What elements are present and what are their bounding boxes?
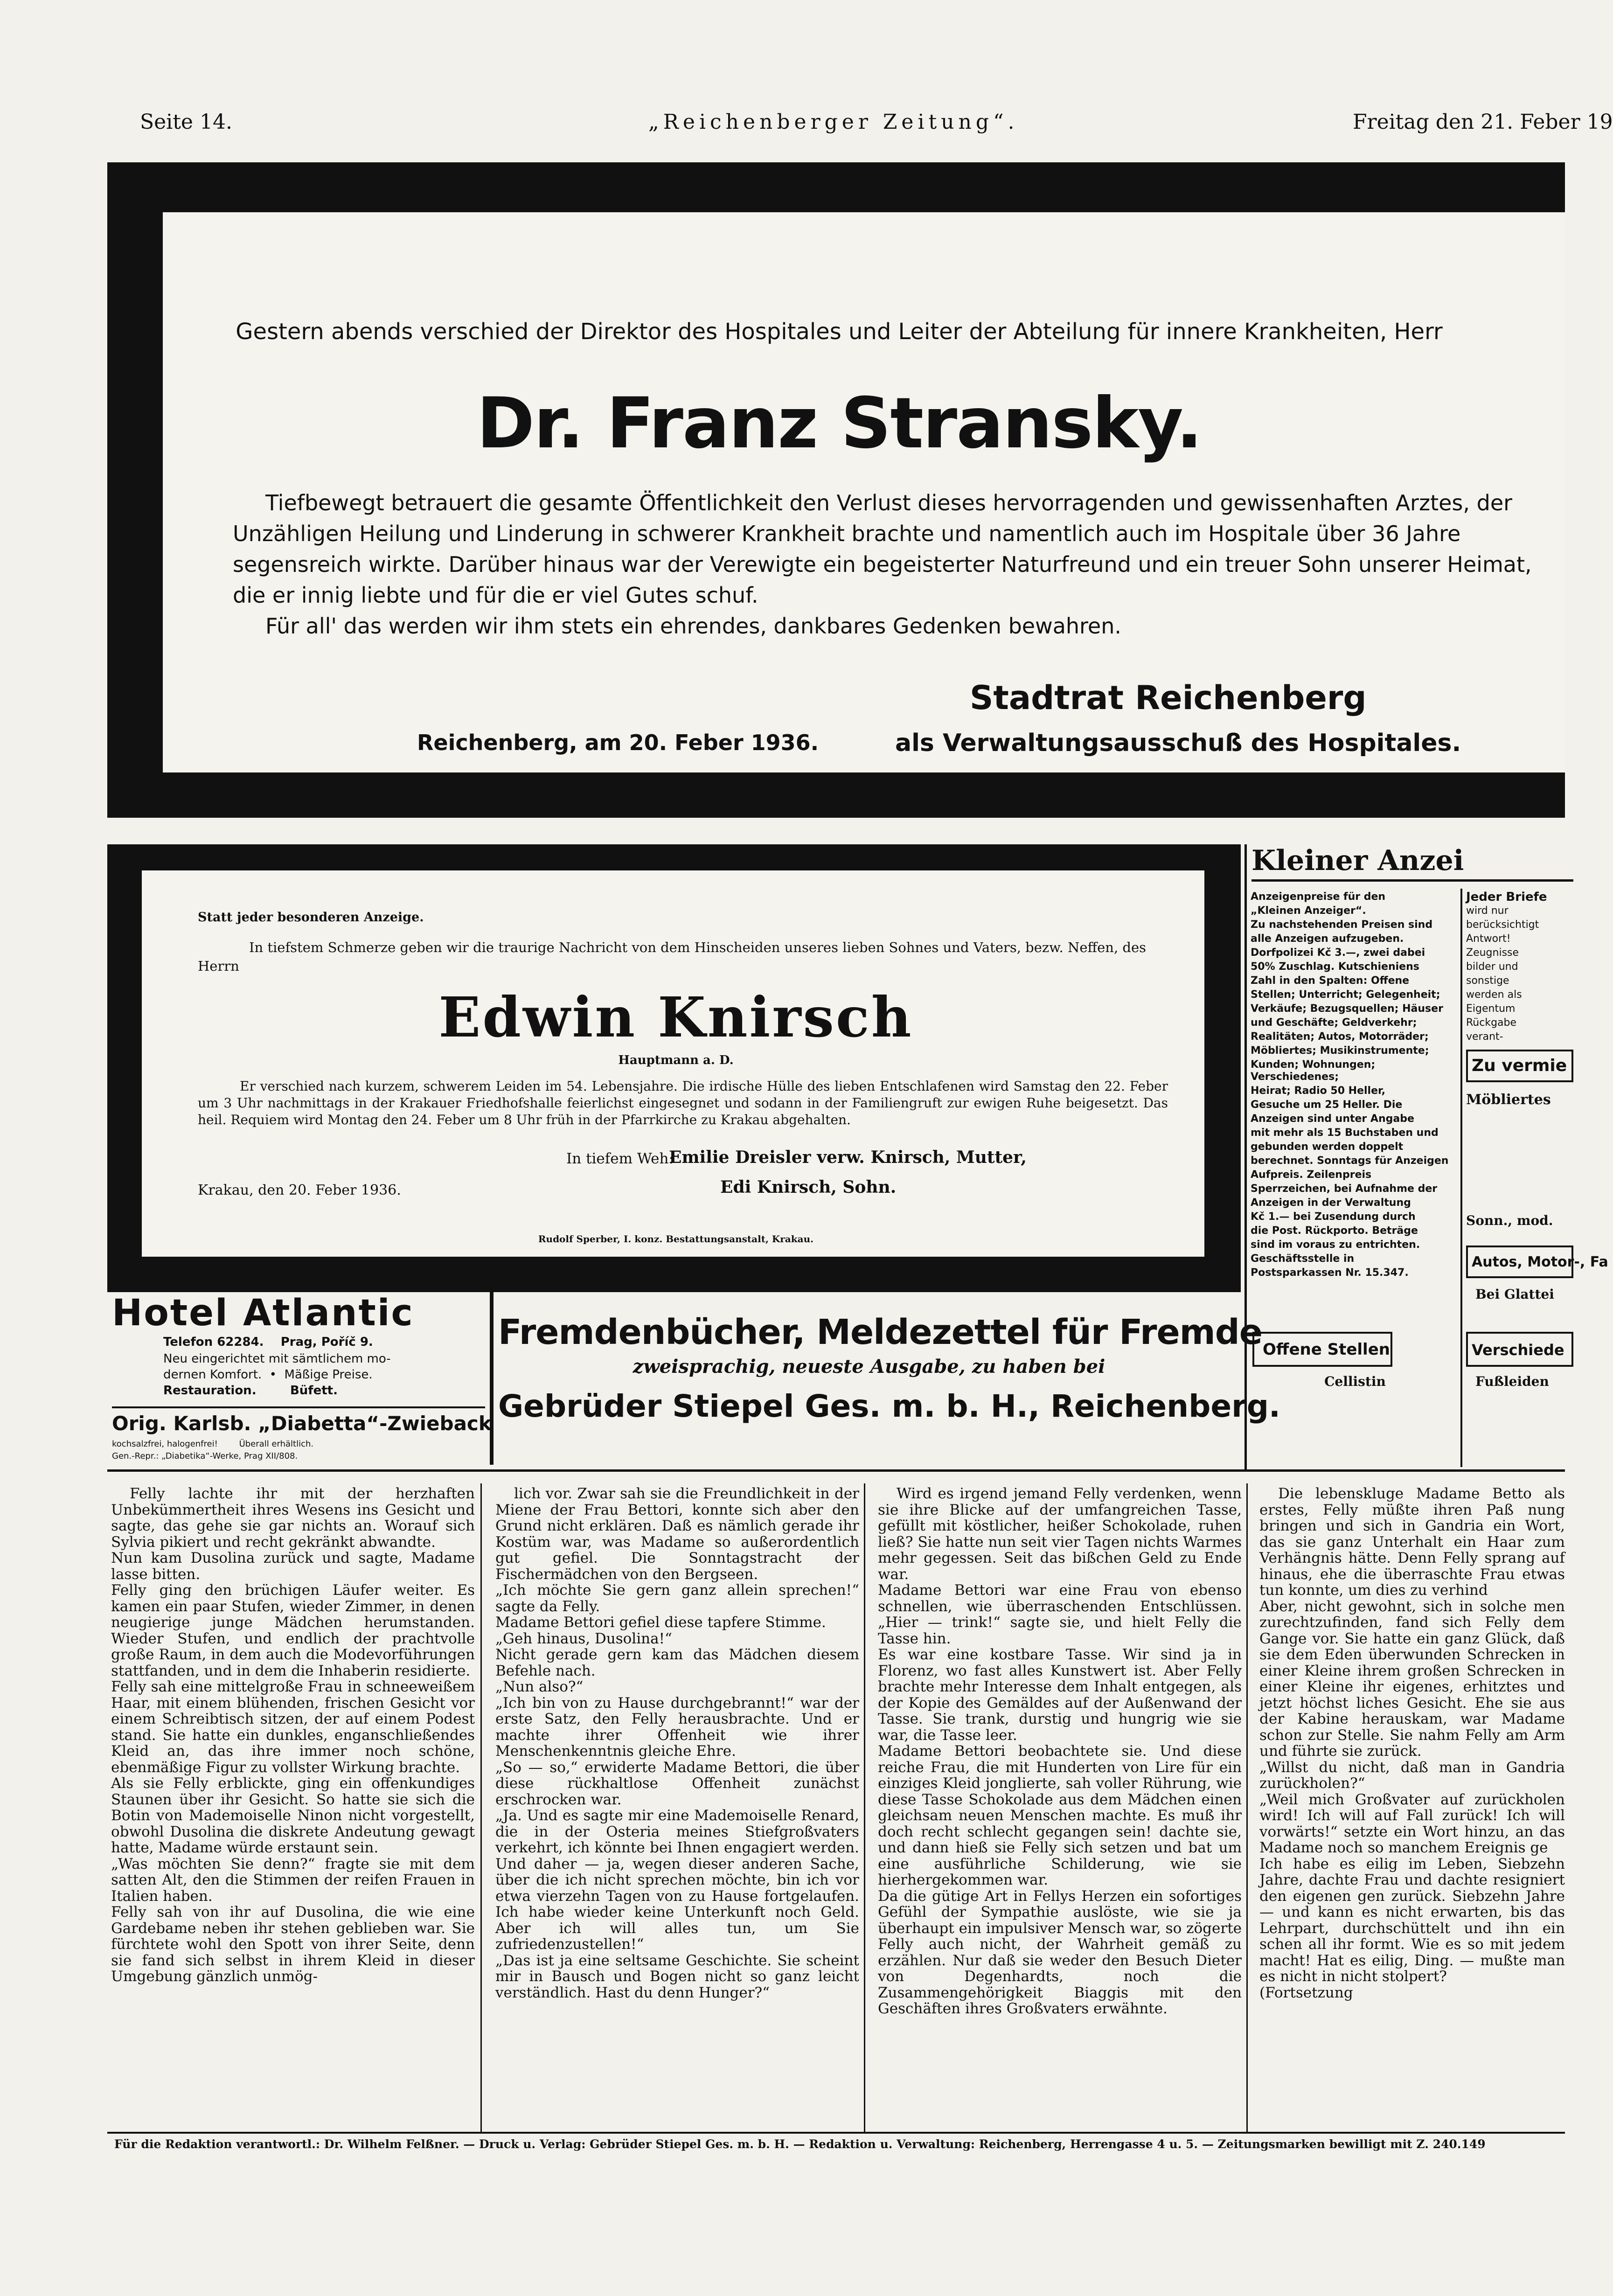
classifieds-line: Anzeigenpreise für den — [1251, 891, 1386, 903]
obituary-line: die er innig liebte und für die er viel Gutes schuf. — [233, 583, 758, 608]
classifieds-right-line: bilder und — [1466, 961, 1518, 973]
section-rule — [107, 1469, 1565, 1472]
classifieds-line: Stellen; Unterricht; Gelegenheit; — [1251, 989, 1440, 1001]
classifieds-line: Anzeigen sind unter Angabe — [1251, 1113, 1414, 1125]
knirsch-body: Er verschied nach kurzem, schwerem Leiden im 54. Lebensjahre. Die irdische Hülle des lieben Entschlafenen wird Samstag den 22. Feber um 3 Uhr nachmittags in der Krakauer Friedhofshalle feierlichst eingesegnet und sodann in der Familiengruft zur ewigen Ruhe beigesetzt. Das heil. Requiem wird Montag den 24. Feber um 8 Uhr früh in der Pfarrkirche zu Krakau abgehalten. — [198, 1078, 1168, 1127]
classifieds-line: Sperrzeichen, bei Aufnahme der — [1251, 1183, 1438, 1195]
knirsch-mourn-label: In tiefem Weh: — [566, 1150, 674, 1167]
obituary-line: Für all' das werden wir ihm stets ein ehrendes, dankbares Gedenken bewahren. — [265, 613, 1122, 639]
knirsch-name: Edwin Knirsch — [438, 985, 913, 1050]
classifieds-right-line: verant- — [1466, 1031, 1503, 1043]
knirsch-rank: Hauptmann a. D. — [618, 1053, 734, 1067]
hotel-name: Hotel Atlantic — [112, 1292, 414, 1334]
classifieds-line: Heirat; Radio 50 Heller, — [1251, 1085, 1385, 1097]
diabetta-line: Gen.-Repr.: „Diabetika“-Werke, Prag XII/808. — [112, 1451, 298, 1461]
page-number: Seite 14. — [140, 110, 232, 134]
obituary-name: Dr. Franz Stransky. — [476, 383, 1202, 464]
fremdenbuecher-ad — [490, 1287, 1281, 1465]
fremden-title: Fremdenbücher, Meldezettel für Fremde — [498, 1312, 1262, 1352]
obituary-signer-committee: als Verwaltungsausschuß des Hospitales. — [895, 729, 1461, 757]
classifieds-line: die Post. Rückporto. Beträge — [1251, 1225, 1418, 1237]
story-column-1 — [111, 1486, 475, 2120]
classifieds-line: Aufpreis. Zeilenpreis — [1251, 1169, 1372, 1181]
story-text: lich vor. Zwar sah sie die Freundlichkeit in der Miene der Frau Bettori, konnte sich aber den Grund nicht erklären. Daß es nämlich gerade ihr Kostüm war, was Madame so außerordentlich gut gefiel. Die Sonntagstracht der Fischermädchen von den Bergseen. „Ich möchte Sie gern ganz allein sprechen!“ sagte da Felly. Madame Bettori gefiel diese tapfere Stimme. „Geh hinaus, Dusolina!“ Nicht gerade gern kam das Mädchen diesem Befehle nach. „Nun also?“ „Ich bin von zu Hause durchgebrannt!“ war der erste Satz, den Felly herausbrachte. Und er machte ihrer Offenheit wie ihrer Menschenkenntnis gleiche Ehre. „So — so,“ erwiderte Madame Bettori, die über diese rückhaltlose Offenheit zunächst erschrocken war. „Ja. Und es sagte mir eine Mademoiselle Renard, die in der Osteria meines Stiefgroßvaters verkehrt, ich könnte bei Ihnen engagiert werden. Und daher — ja, wegen dieser anderen Sache, über die ich nicht sprechen möchte, bin ich vor etwa vierzehn Tagen von zu Hause fortgelaufen. Ich habe wieder keine Unterkunft noch Geld. Aber ich will alles tun, um Sie zufriedenzustellen!“ „Das ist ja eine seltsame Geschichte. Sie scheint mir in Bausch und Bogen nicht so ganz leicht verständlich. Hast du denn Hunger?“ — [495, 1485, 859, 2001]
obituary-body — [163, 487, 1532, 641]
classifieds-divider — [1460, 889, 1462, 1467]
obituary-signer-council: Stadtrat Reichenberg — [970, 679, 1367, 717]
obituary-stransky-frame — [107, 162, 1565, 818]
knirsch-place-date: Krakau, den 20. Feber 1936. — [198, 1182, 401, 1198]
story-column-2 — [495, 1486, 859, 2120]
classifieds-line: Dorfpolizei Kč 3.—, zwei dabei — [1251, 947, 1425, 959]
story-text: Wird es irgend jemand Felly verdenken, wenn sie ihre Blicke auf der umfangreichen Tasse, gefüllt mit köstlicher, heißer Schokolade, ruhen ließ? Sie hatte nun seit vier Tagen nichts Warmes mehr gegessen. Seit das bißchen Geld zu Ende war. Madame Bettori war eine Frau von ebenso schnellen, wie überraschenden Entschlüssen. „Hier — trink!“ sagte sie, und hielt Felly die Tasse hin. Es war eine kostbare Tasse. Wir sind ja in Florenz, wo fast alles Kunstwert ist. Aber Felly brachte mehr Interesse dem Inhalt entgegen, als der Kopie des Gemäldes auf der Außenwand der Tasse. Sie trank, durstig und hungrig wie sie war, die Tasse leer. Madame Bettori beobachtete sie. Und diese reiche Frau, die mit Hunderten von Lire für ein einziges Kleid jonglierte, sah voller Rührung, wie diese Tasse Schokolade aus dem Mädchen einen gleichsam neuen Menschen machte. Es muß ihr doch recht schlecht gegangen sein! dachte sie, und dann hieß sie Felly sich setzen und bat um eine ausführliche Schilderung, wie sie hierhergekommen war. Da die gütige Art in Fellys Herzen ein sofortiges Gefühl der Sympathie auslöste, wie sie ja überhaupt ein impulsiver Mensch war, so zögerte Felly auch nicht, der Wahrheit gemäß zu erzählen. Nur daß sie weder den Besuch Dieter von Degenhardts, noch die Zusammengehörigkeit Biaggis mit den Geschäften ihres Großvaters erwähnte. — [878, 1485, 1242, 2017]
hotel-phone: Telefon 62284. Prag, Poříč 9. — [163, 1335, 373, 1349]
classifieds-line: und Geschäfte; Geldverkehr; — [1251, 1017, 1417, 1029]
classifieds-line: alle Anzeigen aufzugeben. — [1251, 933, 1404, 945]
diabetta-ad — [112, 1406, 492, 1465]
hotel-ad — [112, 1292, 485, 1402]
column-divider — [480, 1483, 482, 2132]
fremden-subtitle: zweisprachig, neueste Ausgabe, zu haben bei — [633, 1356, 1105, 1378]
knirsch-intro: In tiefstem Schmerze geben wir die traurige Nachricht von dem Hinscheiden unseres lieben Sohnes und Vaters, bezw. Neffen, des Herrn — [198, 939, 1147, 974]
hotel-line: Neu eingerichtet mit sämtlichem mo- — [163, 1352, 391, 1366]
classifieds-line: Zu nachstehenden Preisen sind — [1251, 919, 1433, 931]
story-text: Die lebenskluge Madame Betto als erstes, Felly müßte ihren Paß nung bringen und sich in Gandria ein Wort, das sie ganz Unterhalt ein Haar zum Verhängnis hätte. Denn Felly sprang auf hinaus, ehe die überraschte Frau etwas tun konnte, um dies zu verhind Aber, nicht gewohnt, sich in solche men zurechtzufinden, fand sich Felly dem Gange vor. Sie hatte ein ganz Glück, daß sie dem Eden überwunden Schrecken in einer Kleine ihrem großen Schrecken in einer Kleine ihr eigenes, erhitztes und jetzt höchst liches Gesicht. Ehe sie aus der Kabine herauskam, war Madame schon zur Stelle. Sie nahm Felly am Arm und führte sie zurück. „Willst du nicht, daß man in Gandria zurückholen?“ „Weil mich Großvater auf zurückholen wird! Ich will auf Fall zurück! Ich will vorwärts!“ setzte ein Wort hinzu, an das Madame noch so manchem Ereignis ge Ich habe es eilig im Leben, Siebzehn Jahre, dachte Frau und dachte resigniert den eigenen gen zurück. Siebzehn Jahre — und kann es nicht erwarten, bis das Lehrpart, durchschüttelt und ihn ein schen all ihr formt. Wie es so mit jedem macht! Hat es eilig, Ding. — mußte man es nicht in nicht stolpert? (Fortsetzung — [1259, 1485, 1565, 2001]
classifieds-line: Kunden; Wohnungen; Verschiedenes; — [1251, 1059, 1376, 1083]
column-divider — [864, 1483, 865, 2132]
classifieds-column — [1245, 844, 1608, 1469]
classifieds-line: sind im voraus zu entrichten. — [1251, 1239, 1420, 1251]
obituary-intro: Gestern abends verschied der Direktor des Hospitales und Leiter der Abteilung für innere Krankheiten, Herr — [236, 319, 1443, 345]
classifieds-line: Anzeigen in der Verwaltung — [1251, 1197, 1411, 1209]
classifieds-line: Kč 1.— bei Zusendung durch — [1251, 1211, 1416, 1223]
classifieds-right-line: Eigentum — [1466, 1003, 1516, 1015]
footer-rule — [107, 2132, 1565, 2134]
classifieds-line: 50% Zuschlag. Kutschieniens — [1251, 961, 1419, 973]
classifieds-sub-sunny: Sonn., mod. — [1466, 1213, 1553, 1228]
classifieds-line: Geschäftsstelle in — [1251, 1253, 1355, 1265]
classifieds-right-line: Antwort! — [1466, 933, 1511, 945]
classifieds-line: Realitäten; Autos, Motorräder; — [1251, 1031, 1429, 1043]
classifieds-sub-foot: Fußleiden — [1475, 1374, 1549, 1389]
obituary-line: Unzähligen Heilung und Linderung in schwerer Krankheit brachte und namentlich auch im Hospitale über 36 Jahre — [233, 521, 1461, 546]
classifieds-title: Kleiner Anzei — [1251, 844, 1573, 882]
story-text: Felly lachte ihr mit der herzhaften Unbekümmertheit ihres Wesens ins Gesicht und sagte, das gehe sie gar nichts an. Worauf sich Sylvia pikiert und recht gekränkt abwandte. Nun kam Dusolina zurück und sagte, Madame lasse bitten. Felly ging den brüchigen Läufer weiter. Es kamen ein paar Stufen, wieder Zimmer, in denen neugierige junge Mädchen herumstanden. Wieder Stufen, und endlich der prachtvolle große Raum, in dem auch die Modevorführungen stattfanden, und in dem die Inhaberin residierte. Felly sah eine mittelgroße Frau in schneeweißem Haar, mit einem blühenden, frischen Gesicht vor einem Schreibtisch sitzen, der auf einem Podest stand. Sie hatte ein dunkles, enganschließendes Kleid an, das ihre immer noch schöne, ebenmäßige Figur zu vollster Wirkung brachte. Als sie Felly erblickte, ging ein offenkundiges Staunen über ihr Gesicht. So hatte sie sich die Botin von Mademoiselle Ninon nicht vorgestellt, obwohl Dusolina die diskrete Andeutung gewagt hatte, Madame würde erstaunt sein. „Was möchten Sie denn?“ fragte sie mit dem satten Alt, den die Stimmen der reifen Frauen in Italien haben. Felly sah von ihr auf Dusolina, die wie eine Gardebame neben ihr stehen geblieben war. Sie fürchtete wohl den Spott von ihrer Seite, denn sie fand sich selbst in ihrem Kleid in dieser Umgebung gänzlich unmög- — [111, 1485, 475, 1985]
classifieds-rates — [1251, 891, 1456, 1279]
obituary-knirsch-frame — [107, 844, 1241, 1292]
column-divider — [1246, 1483, 1248, 2132]
newspaper-title: „Reichenberger Zeitung“. — [648, 110, 1019, 134]
classifieds-line: Postsparkassen Nr. 15.347. — [1251, 1267, 1409, 1279]
classifieds-sub-furnished: Möbliertes — [1466, 1092, 1551, 1108]
classifieds-line: Möbliertes; Musikinstrumente; — [1251, 1045, 1429, 1057]
obituary-stransky-panel — [160, 209, 1565, 776]
classifieds-right-line: Rückgabe — [1466, 1017, 1517, 1029]
issue-date: Freitag den 21. Feber 19 — [1353, 110, 1613, 134]
classifieds-right-line: sonstige — [1466, 975, 1509, 987]
classifieds-box-jobs: Offene Stellen — [1252, 1332, 1392, 1367]
knirsch-mourner-son: Edi Knirsch, Sohn. — [720, 1177, 897, 1197]
classifieds-line: Verkäufe; Bezugsquellen; Häuser — [1251, 1003, 1443, 1015]
classifieds-box-misc: Verschiede — [1466, 1332, 1573, 1367]
classifieds-right-line: Zeugnisse — [1466, 947, 1519, 959]
diabetta-title: Orig. Karlsb. „Diabetta“-Zwieback — [112, 1412, 492, 1435]
knirsch-mourner-mother: Emilie Dreisler verw. Knirsch, Mutter, — [669, 1148, 1027, 1167]
classifieds-box-rent: Zu vermie — [1466, 1050, 1573, 1082]
classifieds-line: Zahl in den Spalten: Offene — [1251, 975, 1410, 987]
fremden-firm: Gebrüder Stiepel Ges. m. b. H., Reichenberg. — [498, 1388, 1281, 1424]
classifieds-sub-cellist: Cellistin — [1324, 1374, 1386, 1389]
classifieds-right-notes — [1466, 891, 1569, 1045]
diabetta-line: kochsalzfrei, halogenfrei! Überall erhältlich. — [112, 1439, 314, 1449]
classifieds-right-line: berücksichtigt — [1466, 919, 1539, 931]
knirsch-heading: Statt jeder besonderen Anzeige. — [198, 910, 424, 925]
obituary-place-date: Reichenberg, am 20. Feber 1936. — [417, 730, 819, 755]
classifieds-sub-ice: Bei Glattei — [1475, 1287, 1554, 1302]
hotel-line: dernen Komfort. • Mäßige Preise. — [163, 1368, 373, 1382]
obituary-knirsch-panel — [139, 868, 1207, 1259]
imprint-footer: Für die Redaktion verantwortl.: Dr. Wilhelm Felßner. — Druck u. Verlag: Gebrüder Stiepel Ges. m. b. H. — Redaktion u. Verwaltung: Reichenberg, Herrengasse 4 u. 5. — Zeitungsmarken bewilligt mit Z. 240.149 — [114, 2137, 1486, 2151]
obituary-line: segensreich wirkte. Darüber hinaus war der Verewigte ein begeisterter Naturfreund und ein treuer Sohn unserer Heimat, — [233, 552, 1532, 577]
hotel-line: Restauration. Büfett. — [163, 1384, 338, 1398]
classifieds-box-autos: Autos, Motor-, Fa — [1466, 1245, 1573, 1278]
classifieds-line: „Kleinen Anzeiger“. — [1251, 905, 1366, 917]
classifieds-line: gebunden werden doppelt — [1251, 1141, 1404, 1153]
classifieds-line: Gesuche um 25 Heller. Die — [1251, 1099, 1403, 1111]
classifieds-right-line: wird nur — [1466, 905, 1509, 917]
classifieds-line: mit mehr als 15 Buchstaben und — [1251, 1127, 1439, 1139]
classifieds-line: berechnet. Sonntags für Anzeigen — [1251, 1155, 1449, 1167]
classifieds-right-line: werden als — [1466, 989, 1522, 1001]
knirsch-undertaker: Rudolf Sperber, I. konz. Bestattungsanstalt, Krakau. — [538, 1233, 814, 1245]
obituary-line: Tiefbewegt betrauert die gesamte Öffentlichkeit den Verlust dieses hervorragenden und gewissenhaften Arztes, der — [265, 490, 1513, 515]
story-column-4 — [1259, 1486, 1565, 2120]
story-column-3 — [878, 1486, 1242, 2120]
classifieds-right-line: Jeder Briefe — [1466, 890, 1547, 904]
